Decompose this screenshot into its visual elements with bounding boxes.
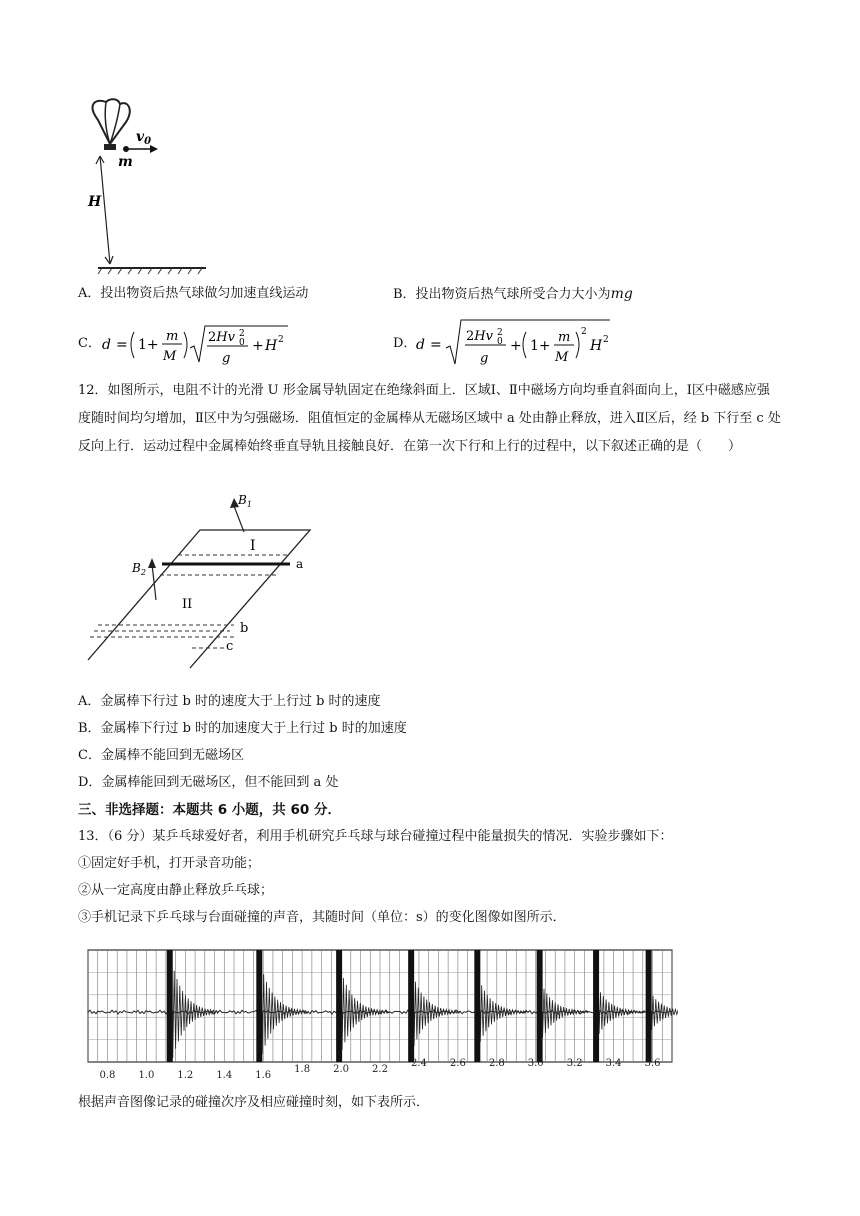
svg-text:m: m (558, 330, 571, 345)
q12-b2-label: B (132, 561, 141, 575)
q11-option-d-formula (414, 314, 624, 372)
svg-text:2: 2 (497, 328, 503, 338)
svg-text:2Hv: 2Hv (466, 329, 493, 344)
q12-option-b: B．金属棒下行过 b 时的加速度大于上行过 b 时的加速度 (78, 721, 407, 736)
svg-text:1+: 1+ (530, 338, 551, 354)
svg-text:g: g (480, 351, 489, 366)
x-tick-label: 3.2 (566, 1058, 583, 1069)
q11-v0-label: $v_0$ (136, 129, 152, 147)
svg-text:d: d (102, 337, 111, 353)
svg-text:1+: 1+ (138, 337, 159, 353)
q11-m-label: m (118, 154, 133, 170)
x-tick-label: 0.8 (99, 1070, 116, 1081)
svg-text:=: = (430, 337, 442, 353)
svg-text:M: M (555, 350, 569, 365)
section-3-title: 三、非选择题：本题共 6 小题，共 60 分． (78, 802, 341, 818)
x-tick-label: 2.6 (449, 1058, 466, 1069)
svg-text:M: M (163, 349, 177, 364)
q13-step-2: ②从一定高度由静止释放乒乓球； (78, 883, 274, 898)
x-tick-label: 1.8 (294, 1064, 311, 1075)
svg-text:d: d (416, 337, 425, 353)
x-tick-label: 1.6 (255, 1070, 272, 1081)
x-tick-label: 2.2 (372, 1064, 388, 1075)
x-tick-label: 3.6 (644, 1058, 661, 1069)
svg-text:0: 0 (497, 337, 503, 347)
q11-option-b-text: B．投出物资后热气球所受合力大小为 (393, 287, 611, 302)
q12-point-c-label: c (226, 639, 234, 654)
x-tick-label: 2.4 (410, 1058, 427, 1069)
svg-text:2: 2 (581, 327, 587, 337)
svg-text:2: 2 (278, 335, 284, 345)
svg-text:H: H (265, 338, 278, 354)
q13-step-3: ③手机记录下乒乓球与台面碰撞的声音，其随时间（单位：s）的变化图像如图所示． (78, 910, 566, 925)
svg-text:0: 0 (239, 338, 245, 348)
q12-rail-figure (84, 490, 324, 680)
x-tick-label: 2.0 (333, 1064, 350, 1075)
q13-after-text: 根据声音图像记录的碰撞次序及相应碰撞时刻，如下表所示． (78, 1095, 430, 1110)
svg-text:+: + (252, 338, 264, 354)
x-tick-label: 3.0 (527, 1058, 544, 1069)
x-tick-label: 3.4 (605, 1058, 622, 1069)
q12-option-d: D．金属棒能回到无磁场区，但不能回到 a 处 (78, 775, 339, 790)
q12-point-b-label: b (240, 621, 249, 636)
x-tick-label: 1.0 (138, 1070, 155, 1081)
svg-text:+: + (510, 338, 522, 354)
svg-text:2: 2 (603, 335, 609, 345)
q11-option-a: A．投出物资后热气球做匀加速直线运动 (78, 286, 309, 301)
q12-region-1-label: I (250, 538, 256, 554)
q12-b1-label: B (238, 493, 247, 507)
q12-point-a-label: a (296, 557, 304, 571)
x-tick-label: 1.2 (177, 1070, 194, 1081)
q11-option-b (393, 285, 633, 304)
q13-step-1: ①固定好手机，打开录音功能； (78, 856, 261, 871)
q12-region-2-label: II (182, 597, 193, 612)
q11-option-d-label: D． (393, 336, 417, 351)
q11-h-label: H (88, 194, 102, 210)
q11-option-b-symbol: mg (610, 286, 633, 302)
svg-text:=: = (116, 337, 128, 353)
q11-option-c-formula (100, 318, 300, 372)
svg-text:g: g (222, 351, 231, 366)
q12-stem: 12．如图所示，电阻不计的光滑 U 形金属导轨固定在绝缘斜面上．区域Ⅰ、Ⅱ中磁场方向均垂直斜面向上，Ⅰ区中磁感应强度随时间均匀增加，Ⅱ区中为匀强磁场．阻值恒定的金属棒从无磁场区域中 a 处由静止释放，进入Ⅱ区后，经 b 下行至 c 处反向上行．运动过程中金属棒始终垂直导轨且接触良好．在第一次下行和上行的过程中，以下叙述正确的是（ ） (78, 383, 781, 454)
svg-text:H: H (590, 338, 603, 354)
x-tick-label: 1.4 (216, 1070, 233, 1081)
svg-text:B2: $B_2$ (132, 561, 146, 577)
svg-text:m: m (166, 329, 179, 344)
svg-text:2Hv: 2Hv (208, 330, 235, 345)
svg-text:B1: $B_1$ (238, 493, 252, 509)
q12-option-c: C．金属棒不能回到无磁场区 (78, 748, 244, 763)
q12-option-a: A．金属棒下行过 b 时的速度大于上行过 b 时的速度 (78, 694, 381, 709)
q13-stem: 13．（6 分）某乒乓球爱好者，利用手机研究乒乓球与球台碰撞过程中能量损失的情况．实验步骤如下： (78, 829, 673, 844)
q11-option-c-label: C． (78, 336, 101, 351)
svg-text:2: 2 (239, 329, 245, 339)
x-tick-label: 2.8 (488, 1058, 505, 1069)
q13-sound-waveform-chart (80, 932, 678, 1094)
q11-balloon-figure (78, 94, 218, 284)
